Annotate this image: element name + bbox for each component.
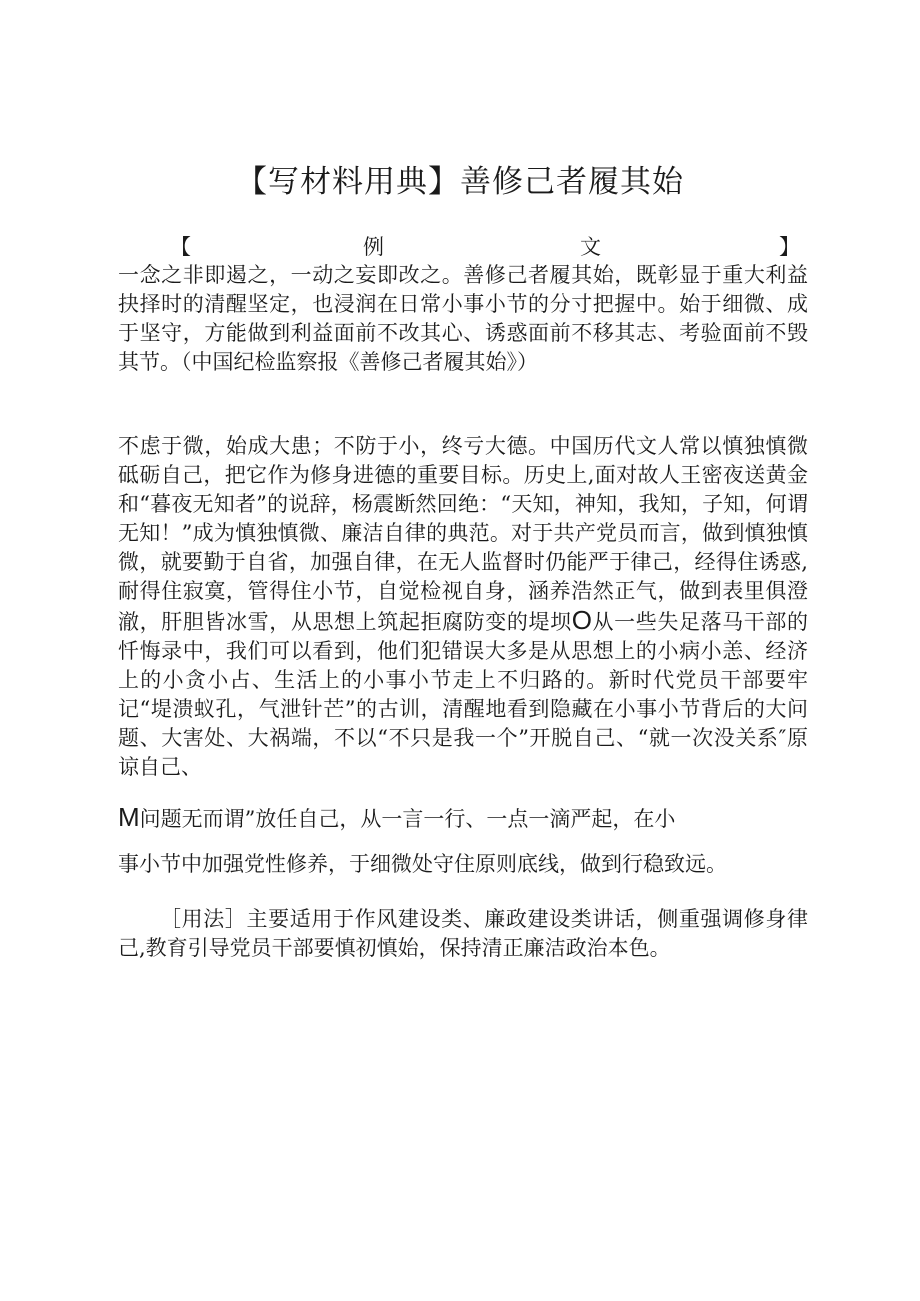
- example-paragraph: 一念之非即遏之，一动之妄即改之。善修己者履其始，既彰显于重大利益抉择时的清醒坚定，也浸润在日常小事小节的分寸把握中。始于细微、成于坚守，方能做到利益面前不改其心、诱惑面前不移其志、考验面前不毁其节。（中国纪检监察报《善修己者履其始》）: [118, 263, 808, 374]
- body-paragraph-continued: [118, 803, 808, 834]
- example-heading-open-bracket: 【: [170, 235, 191, 259]
- body-paragraph-continued-text: 问题无而谓”放任自己，从一言一行、一点一滴严起，在小: [139, 807, 676, 831]
- example-heading-close-bracket: 】: [779, 235, 800, 259]
- body-paragraph: [118, 432, 808, 782]
- body-paragraph-ending: 事小节中加强党性修养，于细微处守住原则底线，做到行稳致远。: [118, 852, 727, 876]
- document-title: 【写材料用典】善修己者履其始: [236, 164, 684, 200]
- ocr-mark-m: M: [118, 802, 140, 832]
- body-paragraph-part-2: 从一些失足落马干部的忏悔录中，我们可以看到，他们犯错误大多是从思想上的小病小恙、经济上的小贪小占、生活上的小事小节走上不归路的。新时代党员干部要牢记“堤溃蚁孔，气泄针芒”的古训，清醒地看到隐藏在小事小节背后的大问题、大害处、大祸端，不以“不只是我一个”开脱自己、“就一次没关系″原谅自己、: [118, 610, 809, 779]
- usage-paragraph: ［用法］主要适用于作风建设类、廉政建设类讲话，侧重强调修身律己,教育引导党员干部要慎初慎始，保持清正廉洁政治本色。: [118, 907, 808, 960]
- example-heading-char-1: 例: [363, 235, 384, 259]
- example-heading-char-2: 文: [580, 235, 601, 259]
- body-paragraph-part-1: 不虑于微，始成大患；不防于小，终亏大德。中国历代文人常以慎独慎微砥砺自己，把它作为修身进德的重要目标。历史上,面对故人王密夜送黄金和“暮夜无知者”的说辞，杨震断然回绝：“天知，神知，我知，子知，何谓无知！”成为慎独慎微、廉洁自律的典范。对于共产党员而言，做到慎独慎微，就要勤于自省，加强自律，在无人监督时仍能严于律己，经得住诱惑,耐得住寂寞，管得住小节，自觉检视自身，涵养浩然正气，做到表里俱澄澈，肝胆皆冰雪，从思想上筑起拒腐防变的堤坝: [118, 434, 808, 634]
- ocr-mark-o: O: [571, 605, 592, 635]
- example-heading: [170, 231, 800, 261]
